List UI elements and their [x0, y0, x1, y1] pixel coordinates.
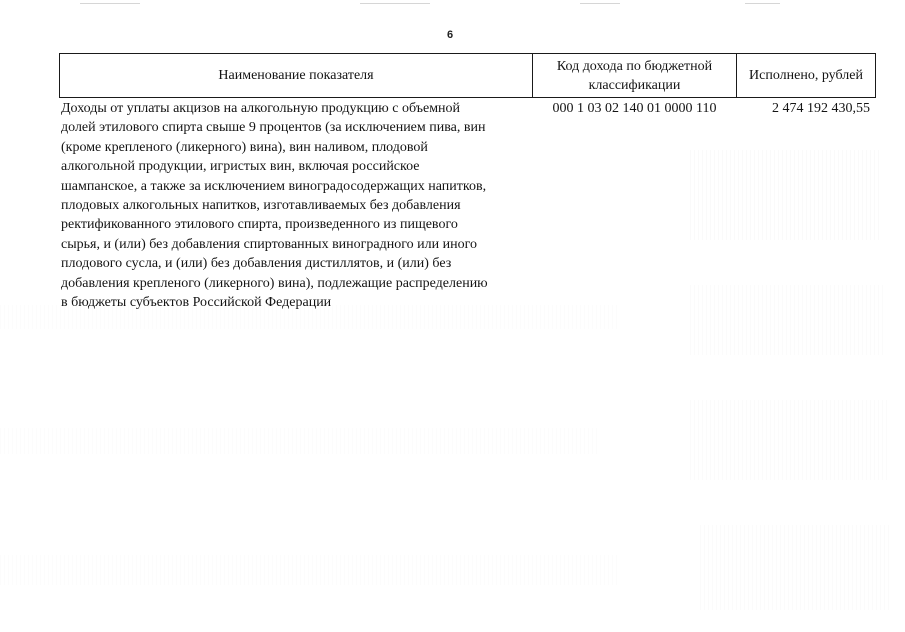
row-name-line: шампанское, а также за исключением виноградосодержащих напитков, — [61, 178, 487, 194]
scan-edge-mark — [80, 3, 140, 4]
scan-noise — [700, 525, 890, 610]
row-name-line: ректификованного этилового спирта, произведенного из пищевого — [61, 217, 458, 233]
header-executed: Исполнено, рублей — [749, 68, 863, 83]
header-code: Код дохода по бюджетной классификации — [533, 54, 737, 97]
row-name-line: добавления крепленого (ликерного) вина), подлежащие распределению — [61, 275, 488, 291]
row-name-line: Доходы от уплаты акцизов на алкогольную продукцию с объемной — [61, 101, 461, 116]
scan-noise — [0, 428, 600, 454]
scan-noise — [0, 305, 620, 329]
scan-edge-mark — [360, 3, 430, 4]
scan-edge-mark — [745, 3, 780, 4]
table-header — [59, 53, 876, 98]
scan-noise — [690, 150, 880, 240]
row-name-line: в бюджеты субъектов Российской Федерации — [61, 295, 332, 311]
header-name: Наименование показателя — [60, 54, 533, 97]
row-name-line: плодовых алкогольных напитков, изготавливаемых без добавления — [61, 198, 461, 214]
scan-noise — [690, 400, 890, 480]
row-executed-cell: 2 474 192 430,55 — [772, 101, 870, 116]
scan-noise — [690, 285, 885, 355]
scan-edge-mark — [580, 3, 620, 4]
row-name-cell — [59, 99, 531, 312]
row-name-line: (кроме крепленого (ликерного) вина), вин наливом, плодовой — [61, 139, 428, 155]
row-name-line: плодового сусла, и (или) без добавления дистиллятов, и (или) без — [61, 256, 452, 272]
row-name-line: долей этилового спирта свыше 9 процентов (за исключением пива, вин — [61, 120, 486, 136]
page-number: 6 — [446, 29, 454, 41]
row-name-line: сырья, и (или) без добавления спиртованных виноградного или иного — [61, 236, 477, 252]
scan-noise — [0, 555, 620, 585]
row-code-cell: 000 1 03 02 140 01 0000 110 — [552, 101, 717, 116]
row-name-line: алкогольной продукции, игристых вин, включая российское — [61, 159, 420, 175]
